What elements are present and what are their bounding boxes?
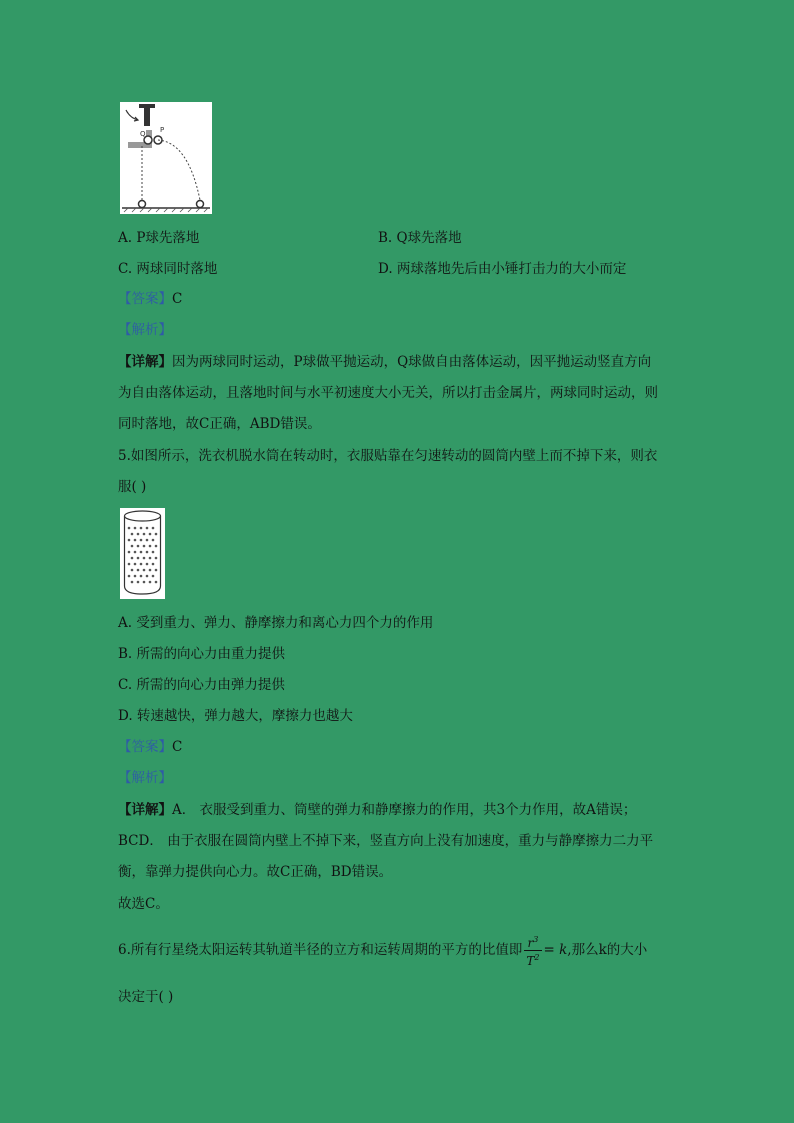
q6-stem-part1: 6.所有行星绕太阳运转其轨道半径的立方和运转周期的平方的比值即 bbox=[118, 942, 523, 958]
q6-formula-rhs: = k bbox=[543, 942, 568, 958]
q5-answer-tag: 【答案】 bbox=[118, 739, 172, 755]
q4-option-d: D. 两球落地先后由小锤打击力的大小而定 bbox=[378, 261, 627, 277]
q5-option-c: C. 所需的向心力由弹力提供 bbox=[118, 677, 285, 693]
q5-detail-tag: 【详解】 bbox=[118, 802, 172, 818]
q4-option-c: C. 两球同时落地 bbox=[118, 261, 218, 277]
q6-stem-line-1 bbox=[118, 930, 647, 970]
q4-analysis-tag: 【解析】 bbox=[118, 322, 172, 338]
q6-formula-num-exp: 3 bbox=[533, 935, 539, 944]
q4-detail-line-2: 为自由落体运动，且落地时间与水平初速度大小无关，所以打击金属片，两球同时运动，则 bbox=[118, 385, 658, 401]
q6-formula-num: r bbox=[527, 936, 534, 950]
q4-detail-line-3: 同时落地，故C正确，ABD错误。 bbox=[118, 416, 321, 432]
q4-answer: C bbox=[172, 291, 183, 307]
q5-detail-line-4: 故选C。 bbox=[118, 896, 169, 912]
q6-formula bbox=[524, 933, 541, 968]
q5-stem-line-2: 服( ) bbox=[118, 479, 147, 495]
q5-detail-line-1 bbox=[118, 801, 636, 819]
q4-detail-tag: 【详解】 bbox=[118, 354, 172, 370]
q4-option-b: B. Q球先落地 bbox=[378, 230, 462, 246]
q6-stem-line-2: 决定于( ) bbox=[118, 989, 174, 1005]
q4-answer-row bbox=[118, 290, 182, 308]
q5-answer: C bbox=[172, 739, 183, 755]
q5-option-d: D. 转速越快，弹力越大，摩擦力也越大 bbox=[118, 708, 353, 724]
projectile-diagram bbox=[120, 102, 212, 214]
label-q: Q bbox=[140, 130, 146, 138]
q4-answer-tag: 【答案】 bbox=[118, 291, 172, 307]
q5-detail-text-1: A． 衣服受到重力、筒壁的弹力和静摩擦力的作用，共3个力作用，故A错误； bbox=[172, 802, 637, 818]
q5-stem-line-1: 5.如图所示，洗衣机脱水筒在转动时，衣服贴靠在匀速转动的圆筒内壁上而不掉下来，则衣 bbox=[118, 448, 658, 464]
q5-detail-line-2: BCD． 由于衣服在圆筒内壁上不掉下来，竖直方向上没有加速度，重力与静摩擦力二力平 bbox=[118, 833, 654, 849]
drum-diagram bbox=[120, 508, 165, 599]
q5-option-a: A. 受到重力、弹力、静摩擦力和离心力四个力的作用 bbox=[118, 615, 434, 631]
q6-formula-den: T bbox=[526, 954, 535, 968]
washing-drum-figure bbox=[120, 508, 165, 599]
q5-analysis-tag: 【解析】 bbox=[118, 770, 172, 786]
q4-detail-line-1 bbox=[118, 353, 651, 371]
q6-stem-part2: ,那么k的大小 bbox=[567, 942, 648, 958]
projectile-experiment-figure bbox=[120, 102, 212, 214]
label-p: P bbox=[160, 126, 165, 134]
q5-detail-line-3: 衡，靠弹力提供向心力。故C正确，BD错误。 bbox=[118, 864, 393, 880]
q4-detail-text-1: 因为两球同时运动，P球做平抛运动，Q球做自由落体运动，因平抛运动竖直方向 bbox=[172, 354, 652, 370]
q6-formula-den-exp: 2 bbox=[534, 953, 540, 962]
q5-option-b: B. 所需的向心力由重力提供 bbox=[118, 646, 286, 662]
q5-answer-row bbox=[118, 738, 182, 756]
q4-option-a: A. P球先落地 bbox=[118, 230, 200, 246]
